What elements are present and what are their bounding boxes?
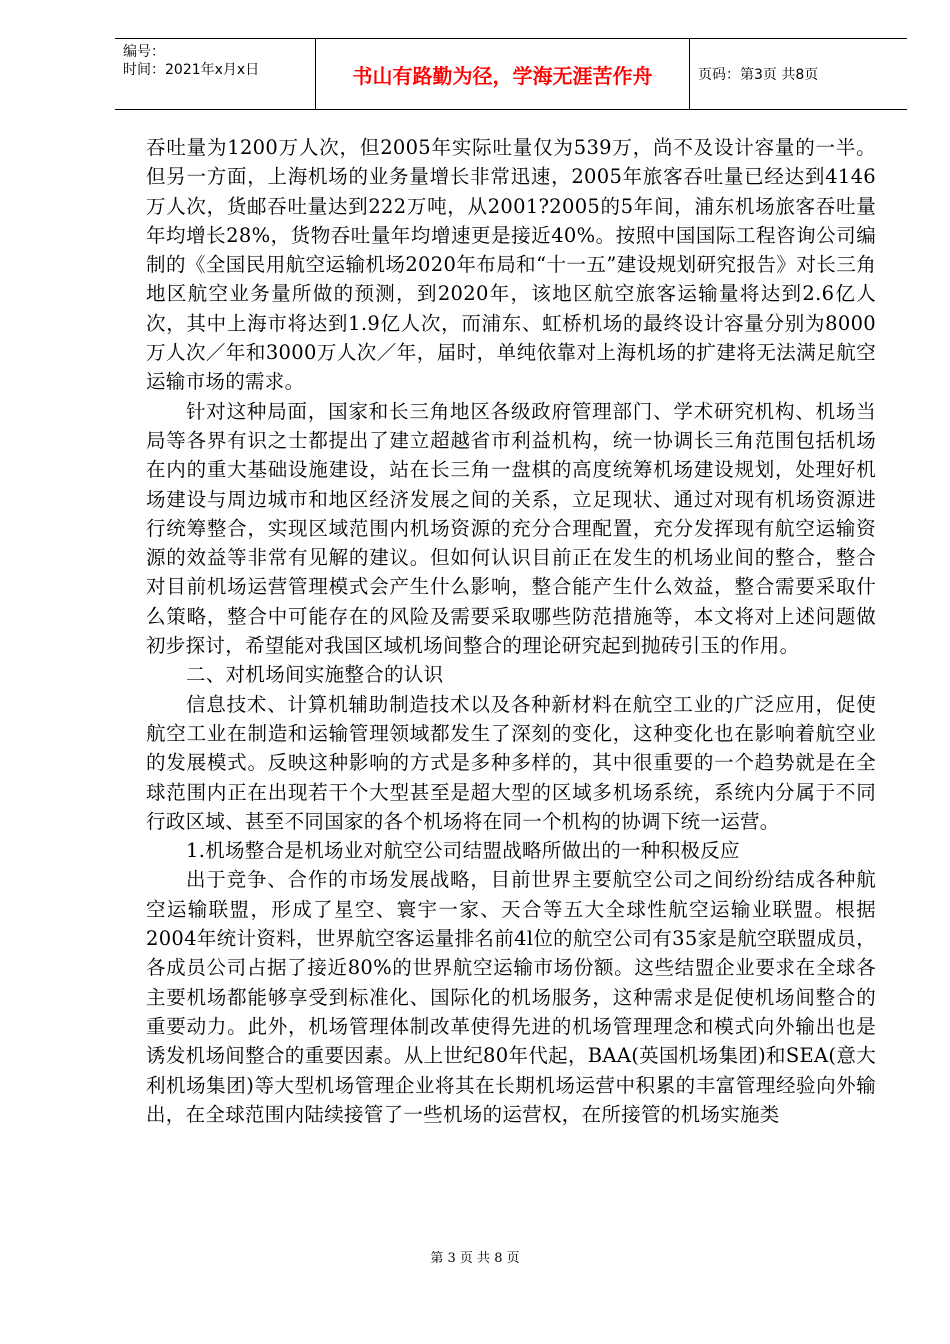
page-header bbox=[115, 38, 907, 110]
body-paragraph: 针对这种局面，国家和长三角地区各级政府管理部门、学术研究机构、机场当局等各界有识之士都提出了建立超越省市利益机构，统一协调长三角范围包括机场在内的重大基础设施建设，站在长三角一盘棋的高度统筹机场建设规划，处理好机场建设与周边城市和地区经济发展之间的关系，立足现状、通过对现有机场资源进行统筹整合，实现区域范围内机场资源的充分合理配置，充分发挥现有航空运输资源的效益等非常有见解的建议。但如何认识目前正在发生的机场业间的整合，整合对目前机场运营管理模式会产生什么影响，整合能产生什么效益，整合需要采取什么策略，整合中可能存在的风险及需要采取哪些防范措施等，本文将对上述问题做初步探讨，希望能对我国区域机场间整合的理论研究起到抛砖引玉的作用。 bbox=[146, 399, 876, 658]
page-footer: 第 3 页 共 8 页 bbox=[430, 1251, 520, 1266]
header-page-number: 页码：第3页 共8页 bbox=[698, 67, 819, 83]
header-motto: 书山有路勤为径，学海无涯苦作舟 bbox=[352, 63, 653, 88]
body-paragraph: 吞吐量为1200万人次，但2005年实际吐量仅为539万，尚不及设计容量的一半。但另一方面，上海机场的业务量增长非常迅速，2005年旅客吞吐量已经达到4146万人次，货邮吞吐量达到222万吨，从2001?2005的5年间，浦东机场旅客吞吐量年均增长28%，货物吞吐量年均增速更是接近40%。按照中国国际工程咨询公司编制的《全国民用航空运输机场2020年布局和“十一五”建设规划研究报告》对长三角地区航空业务量所做的预测，到2020年，该地区航空旅客运输量将达到2.6亿人次，其中上海市将达到1.9亿人次，而浦东、虹桥机场的最终设计容量分别为8000万人次／年和3000万人次／年，届时，单纯依靠对上海机场的扩建将无法满足航空运输市场的需求。 bbox=[146, 136, 876, 394]
section-heading: 二、对机场间实施整合的认识 bbox=[186, 663, 444, 687]
body-paragraph: 信息技术、计算机辅助制造技术以及各种新材料在航空工业的广泛应用，促使航空工业在制造和运输管理领域都发生了深刻的变化，这种变化也在影响着航空业的发展模式。反映这种影响的方式是多种多样的，其中很重要的一个趋势就是在全球范围内正在出现若干个大型甚至是超大型的区域多机场系统，系统内分属于不同行政区域、甚至不同国家的各个机场将在同一个机构的协调下统一运营。 bbox=[146, 692, 876, 833]
subsection-heading: 1.机场整合是机场业对航空公司结盟战略所做出的一种积极反应 bbox=[186, 839, 740, 863]
header-page-cell bbox=[690, 39, 907, 109]
document-number-label: 编号： bbox=[123, 44, 165, 60]
document-time-label: 时间：2021年x月x日 bbox=[123, 62, 260, 78]
document-body bbox=[146, 133, 876, 1129]
header-info-cell bbox=[115, 39, 316, 109]
header-motto-cell bbox=[316, 39, 690, 109]
body-paragraph: 出于竞争、合作的市场发展战略，目前世界主要航空公司之间纷纷结成各种航空运输联盟，形成了星空、寰宇一家、天合等五大全球性航空运输业联盟。根据2004年统计资料，世界航空客运量排名前4l位的航空公司有35家是航空联盟成员，各成员公司占据了接近80%的世界航空运输市场份额。这些结盟企业要求在全球各主要机场都能够享受到标准化、国际化的机场服务，这种需求是促使机场间整合的重要动力。此外，机场管理体制改革使得先进的机场管理理念和模式向外输出也是诱发机场间整合的重要因素。从上世纪80年代起，BAA(英国机场集团)和SEA(意大利机场集团)等大型机场管理企业将其在长期机场运营中积累的丰富管理经验向外输出，在全球范围内陆续接管了一些机场的运营权，在所接管的机场实施类 bbox=[146, 868, 876, 1126]
